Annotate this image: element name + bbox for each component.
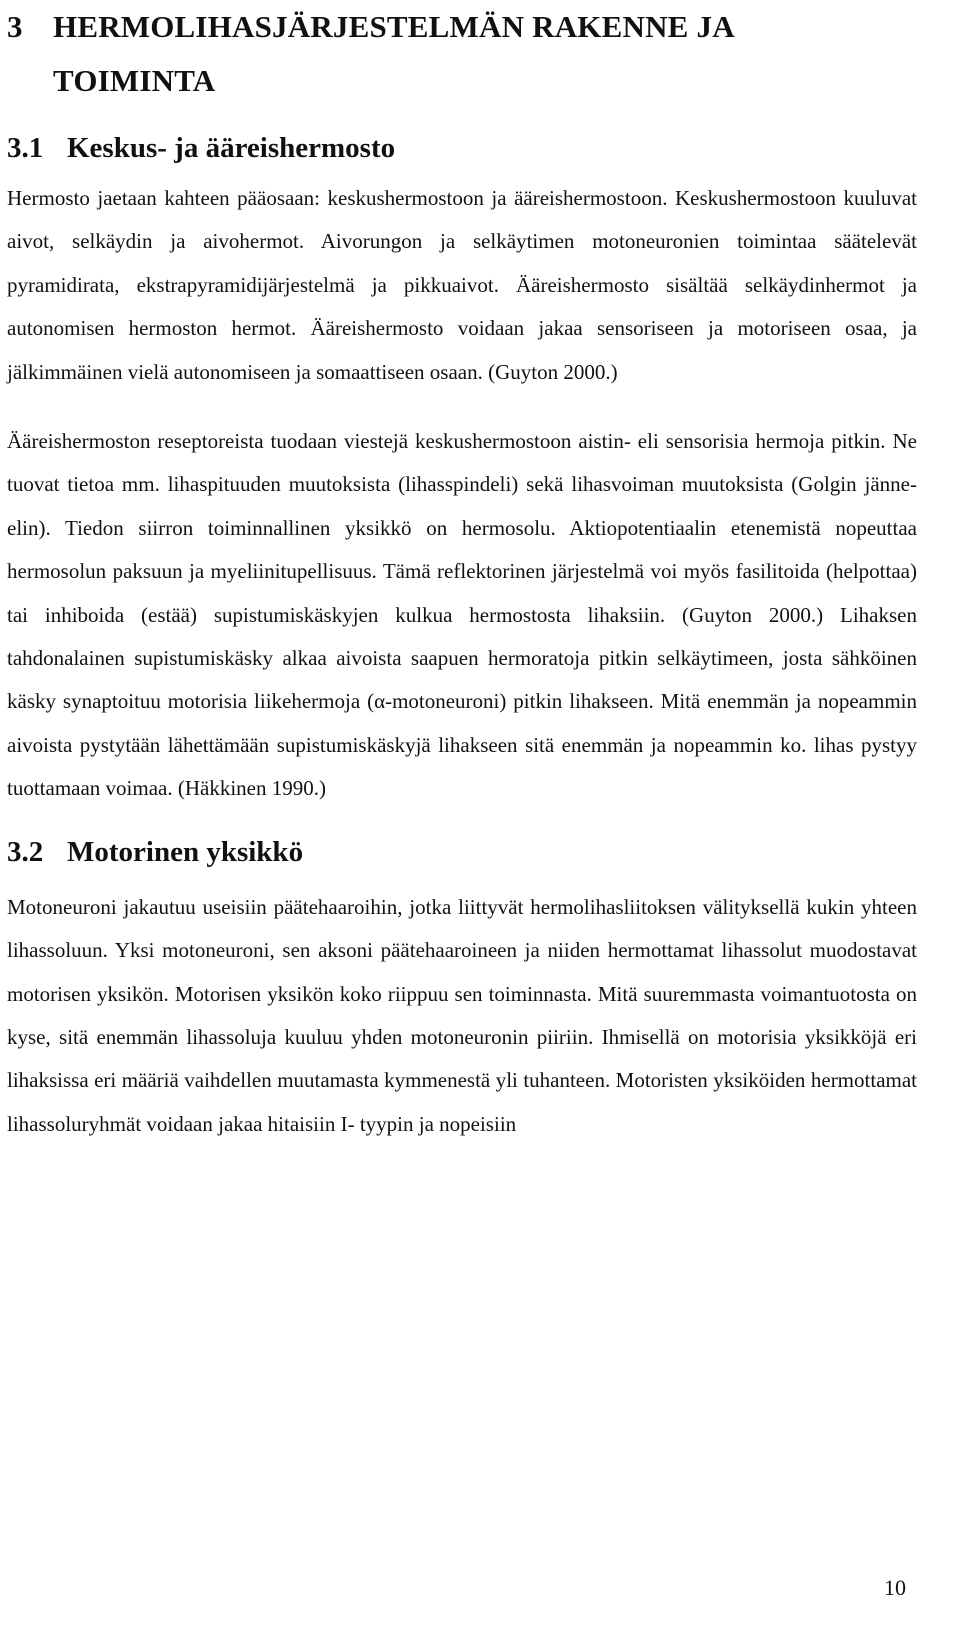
section-heading-3-2 [7,832,917,872]
section-number: 3.2 [7,835,44,868]
section-heading-3-1 [7,128,917,168]
document-page [7,0,917,1146]
chapter-title-line1: HERMOLIHASJÄRJESTELMÄN RAKENNE JA [53,9,735,44]
chapter-title-line2: TOIMINTA [53,63,216,98]
paragraph-motor-unit: Motoneuroni jakautuu useisiin päätehaaroihin, jotka liittyvät hermolihasliitoksen välityksellä kukin yhteen lihassoluun. Yksi motoneuroni, sen aksoni päätehaaroineen ja niiden hermottamat lihassolut muodostavat motorisen yksikön. Motorisen yksikön koko riippuu sen toiminnasta. Mitä suuremmasta voimantuotosta on kyse, sitä enemmän lihassoluja kuuluu yhden motoneuronin piiriin. Ihmisellä on motorisia yksikköjä eri lihaksissa eri määriä vaihdellen muutamasta kymmenestä yli tuhanteen. Motoristen yksiköiden hermottamat lihassoluryhmät voidaan jakaa hitaisiin I- tyypin ja nopeisiin [7,894,917,1136]
chapter-heading [7,0,917,108]
page-number: 10 [884,1575,906,1600]
chapter-number: 3 [7,9,23,44]
section-title: Keskus- ja ääreishermosto [67,132,396,164]
section-title: Motorinen yksikkö [67,835,304,868]
section-number: 3.1 [7,132,44,164]
paragraph-nervous-system: Hermosto jaetaan kahteen pääosaan: keskushermostoon ja ääreishermostoon. Keskushermostoon kuuluvat aivot, selkäydin ja aivohermot. Aivorungon ja selkäytimen motoneuronien toimintaa säätelevät pyramidirata, ekstrapyramidijärjestelmä ja pikkuaivot. Ääreishermosto sisältää selkäydinhermot ja autonomisen hermoston hermot. Ääreishermosto voidaan jakaa sensoriseen ja motoriseen osaa, ja jälkimmäinen vielä autonomiseen ja somaattiseen osaan. (Guyton 2000.) [7,186,917,384]
paragraph-peripheral-receptors: Ääreishermoston reseptoreista tuodaan viestejä keskushermostoon aistin- eli sensorisia hermoja pitkin. Ne tuovat tietoa mm. lihaspituuden muutoksista (lihasspindeli) sekä lihasvoiman muutoksista (Golgin jänne-elin). Tiedon siirron toiminnallinen yksikkö on hermosolu. Aktiopotentiaalin etenemistä nopeuttaa hermosolun paksuun ja myeliinitupellisuus. Tämä reflektorinen järjestelmä voi myös fasilitoida (helpottaa) tai inhiboida (estää) supistumiskäskyjen kulkua hermostosta lihaksiin. (Guyton 2000.) Lihaksen tahdonalainen supistumiskäsky alkaa aivoista saapuen hermoratoja pitkin selkäytimeen, josta sähköinen käsky synaptoituu motorisia liikehermoja (α-motoneuroni) pitkin lihakseen. Mitä enemmän ja nopeammin aivoista pystytään lähettämään supistumiskäskyjä lihakseen sitä enemmän ja nopeammin ko. lihas pystyy tuottamaan voimaa. (Häkkinen 1990.) [7,429,917,801]
